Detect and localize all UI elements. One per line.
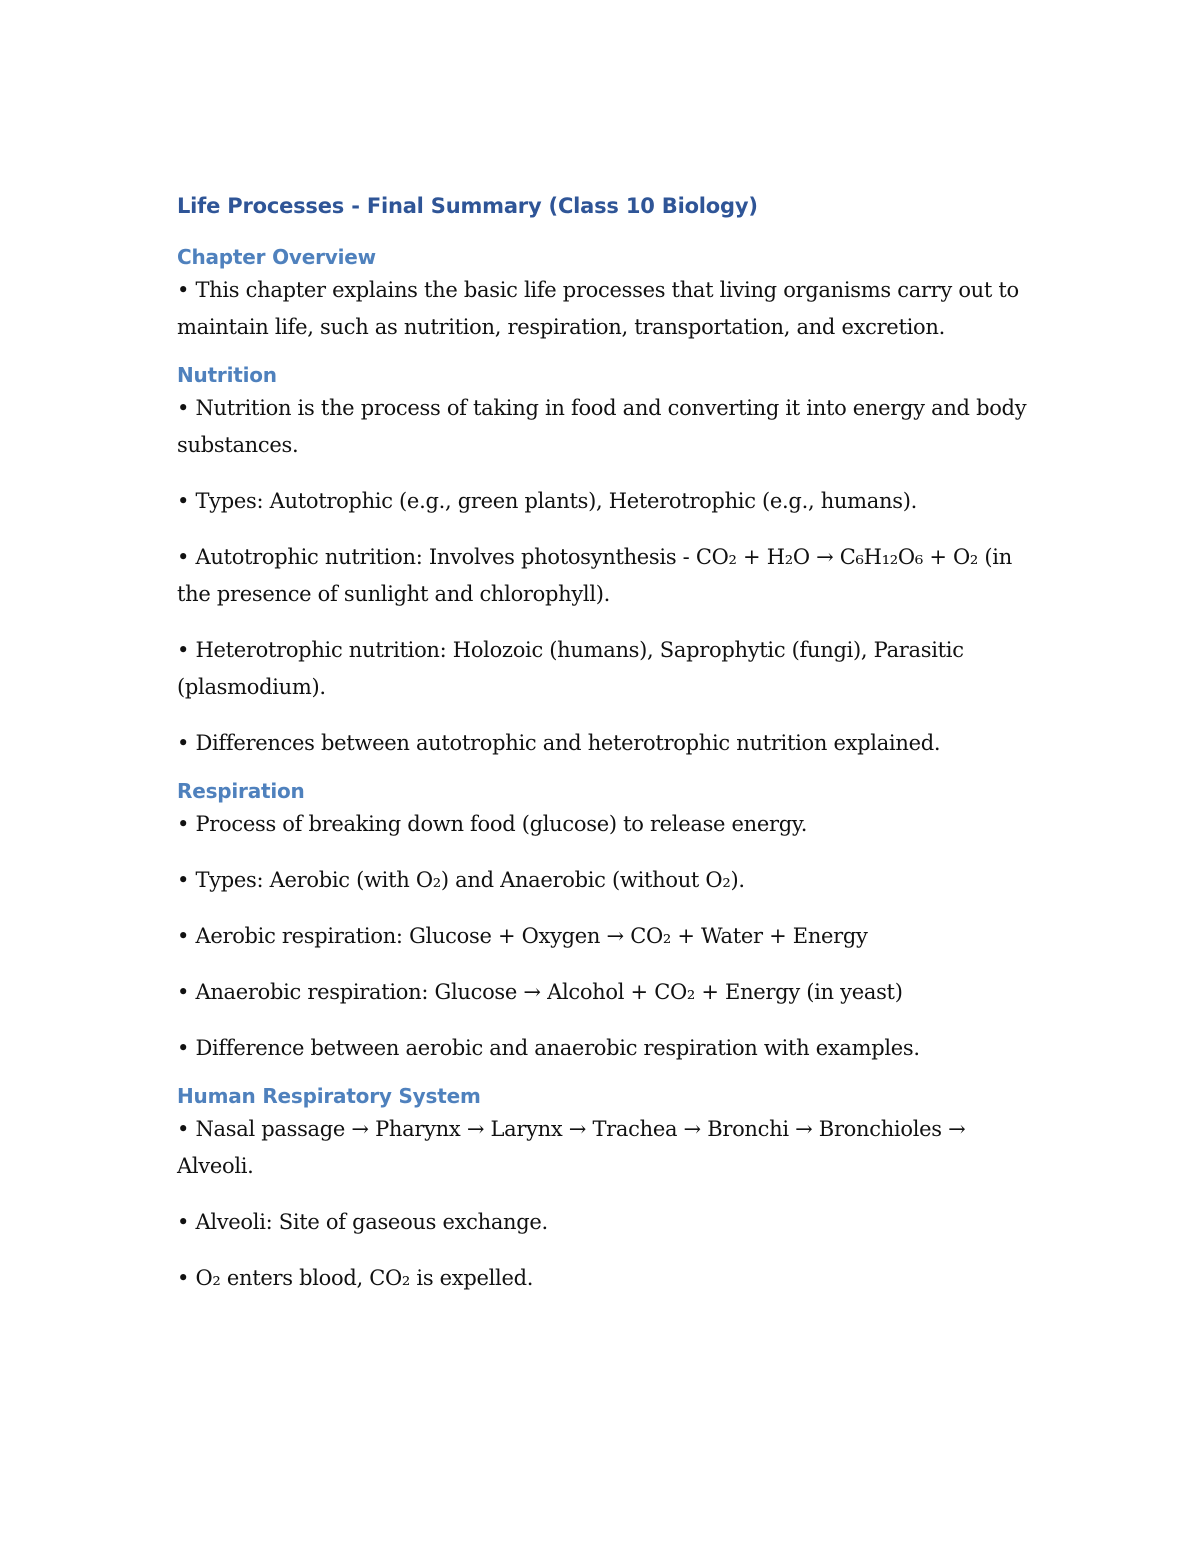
bullet-item: • O₂ enters blood, CO₂ is expelled. [177, 1266, 534, 1290]
bullet-item: • Nasal passage → Pharynx → Larynx → Trachea → Bronchi → Bronchioles → Alveoli. [177, 1117, 966, 1178]
bullet-item: • Alveoli: Site of gaseous exchange. [177, 1210, 548, 1234]
document-title: Life Processes - Final Summary (Class 10 Biology) [177, 194, 758, 218]
bullet-item: • Types: Autotrophic (e.g., green plants), Heterotrophic (e.g., humans). [177, 489, 917, 513]
bullet-item: • Heterotrophic nutrition: Holozoic (humans), Saprophytic (fungi), Parasitic (plasmodium). [177, 638, 964, 699]
section-chapter-overview [177, 242, 1037, 346]
bullet-item: • Differences between autotrophic and heterotrophic nutrition explained. [177, 731, 941, 755]
section-respiration [177, 776, 1037, 1067]
bullet-item: • Aerobic respiration: Glucose + Oxygen → CO₂ + Water + Energy [177, 924, 868, 948]
section-heading: Human Respiratory System [177, 1084, 481, 1108]
section-nutrition [177, 360, 1037, 762]
bullet-item: • This chapter explains the basic life processes that living organisms carry out to maintain life, such as nutrition, respiration, transportation, and excretion. [177, 278, 1019, 339]
bullet-item: • Anaerobic respiration: Glucose → Alcohol + CO₂ + Energy (in yeast) [177, 980, 903, 1004]
section-heading: Nutrition [177, 363, 277, 387]
bullet-item: • Difference between aerobic and anaerobic respiration with examples. [177, 1036, 920, 1060]
document-page [177, 190, 1037, 1311]
section-heading: Respiration [177, 779, 305, 803]
section-human-respiratory-system [177, 1081, 1037, 1297]
bullet-item: • Types: Aerobic (with O₂) and Anaerobic (without O₂). [177, 868, 745, 892]
bullet-item: • Process of breaking down food (glucose) to release energy. [177, 812, 808, 836]
bullet-item: • Nutrition is the process of taking in food and converting it into energy and body substances. [177, 396, 1027, 457]
bullet-item: • Autotrophic nutrition: Involves photosynthesis - CO₂ + H₂O → C₆H₁₂O₆ + O₂ (in the presence of sunlight and chlorophyll). [177, 545, 1012, 606]
section-heading: Chapter Overview [177, 245, 376, 269]
